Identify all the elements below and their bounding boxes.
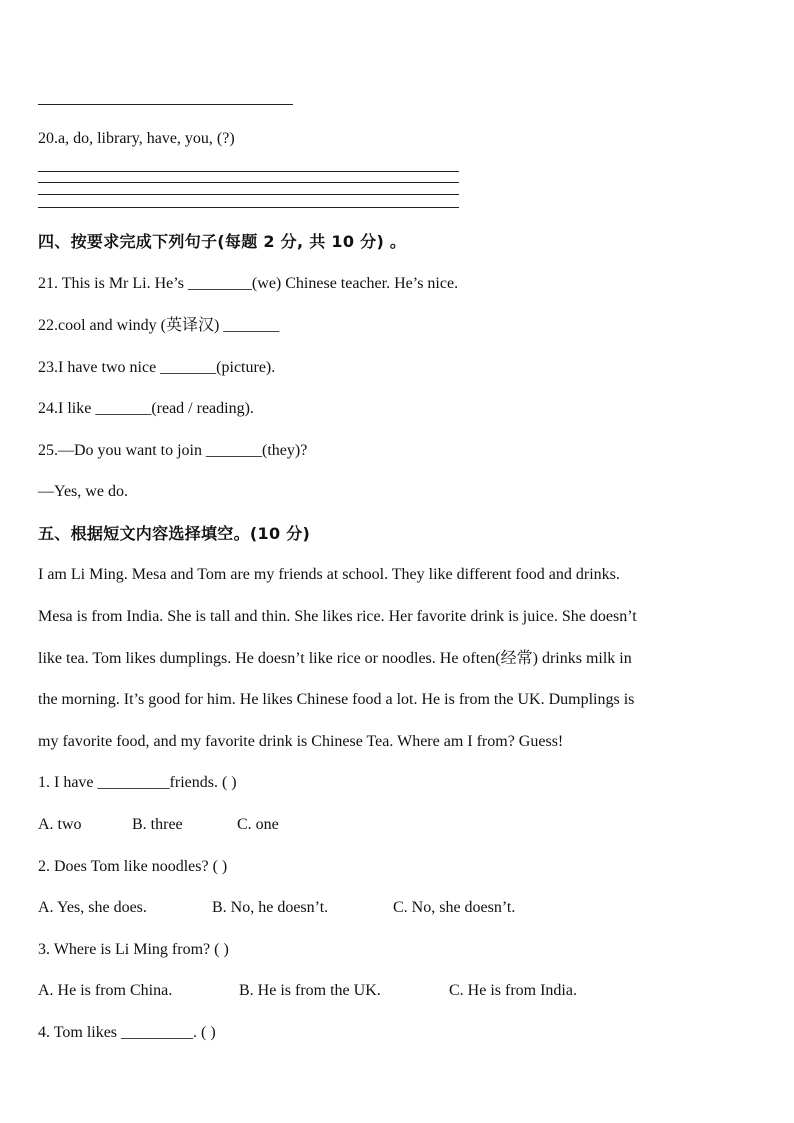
option-b[interactable]: B. three xyxy=(132,816,183,833)
q20-answer-line-3 xyxy=(38,194,459,195)
q25-answer: —Yes, we do. xyxy=(38,483,128,500)
option-c[interactable]: C. one xyxy=(237,816,279,833)
q20-answer-line-1 xyxy=(38,171,459,172)
passage-line: like tea. Tom likes dumplings. He doesn’t like rice or noodles. He often(经常) drinks milk in xyxy=(38,650,632,667)
passage-line: Mesa is from India. She is tall and thin. She likes rice. Her favorite drink is juice. She doesn’t xyxy=(38,608,637,625)
mc-question-4: 4. Tom likes _________. ( ) xyxy=(38,1024,216,1041)
mc-question-3: 3. Where is Li Ming from? ( ) xyxy=(38,941,229,958)
q20-answer-line-2 xyxy=(38,182,459,183)
passage-line: I am Li Ming. Mesa and Tom are my friends at school. They like different food and drinks. xyxy=(38,566,620,583)
option-b[interactable]: B. No, he doesn’t. xyxy=(212,899,329,916)
q25: 25.—Do you want to join _______(they)? xyxy=(38,442,308,459)
passage-line: my favorite food, and my favorite drink is Chinese Tea. Where am I from? Guess! xyxy=(38,733,564,750)
q20-answer-line-4 xyxy=(38,207,459,208)
option-c[interactable]: C. No, she doesn’t. xyxy=(393,899,516,916)
option-a[interactable]: A. Yes, she does. xyxy=(38,899,147,916)
section4-heading: 四、按要求完成下列句子(每题 2 分, 共 10 分) 。 xyxy=(38,232,407,251)
option-b[interactable]: B. He is from the UK. xyxy=(239,982,381,999)
q22: 22.cool and windy (英译汉) _______ xyxy=(38,317,280,334)
passage-line: the morning. It’s good for him. He likes Chinese food a lot. He is from the UK. Dumplings is xyxy=(38,691,635,708)
option-a[interactable]: A. He is from China. xyxy=(38,982,173,999)
section5-heading: 五、根据短文内容选择填空。(10 分) xyxy=(38,524,311,543)
q24: 24.I like _______(read / reading). xyxy=(38,400,254,417)
mc-question-2: 2. Does Tom like noodles? ( ) xyxy=(38,858,228,875)
answer-line xyxy=(38,104,293,105)
q21: 21. This is Mr Li. He’s ________(we) Chinese teacher. He’s nice. xyxy=(38,275,459,292)
q20-prompt: 20.a, do, library, have, you, (?) xyxy=(38,130,235,147)
mc-question-1: 1. I have _________friends. ( ) xyxy=(38,774,237,791)
option-a[interactable]: A. two xyxy=(38,816,82,833)
option-c[interactable]: C. He is from India. xyxy=(449,982,577,999)
q23: 23.I have two nice _______(picture). xyxy=(38,359,276,376)
